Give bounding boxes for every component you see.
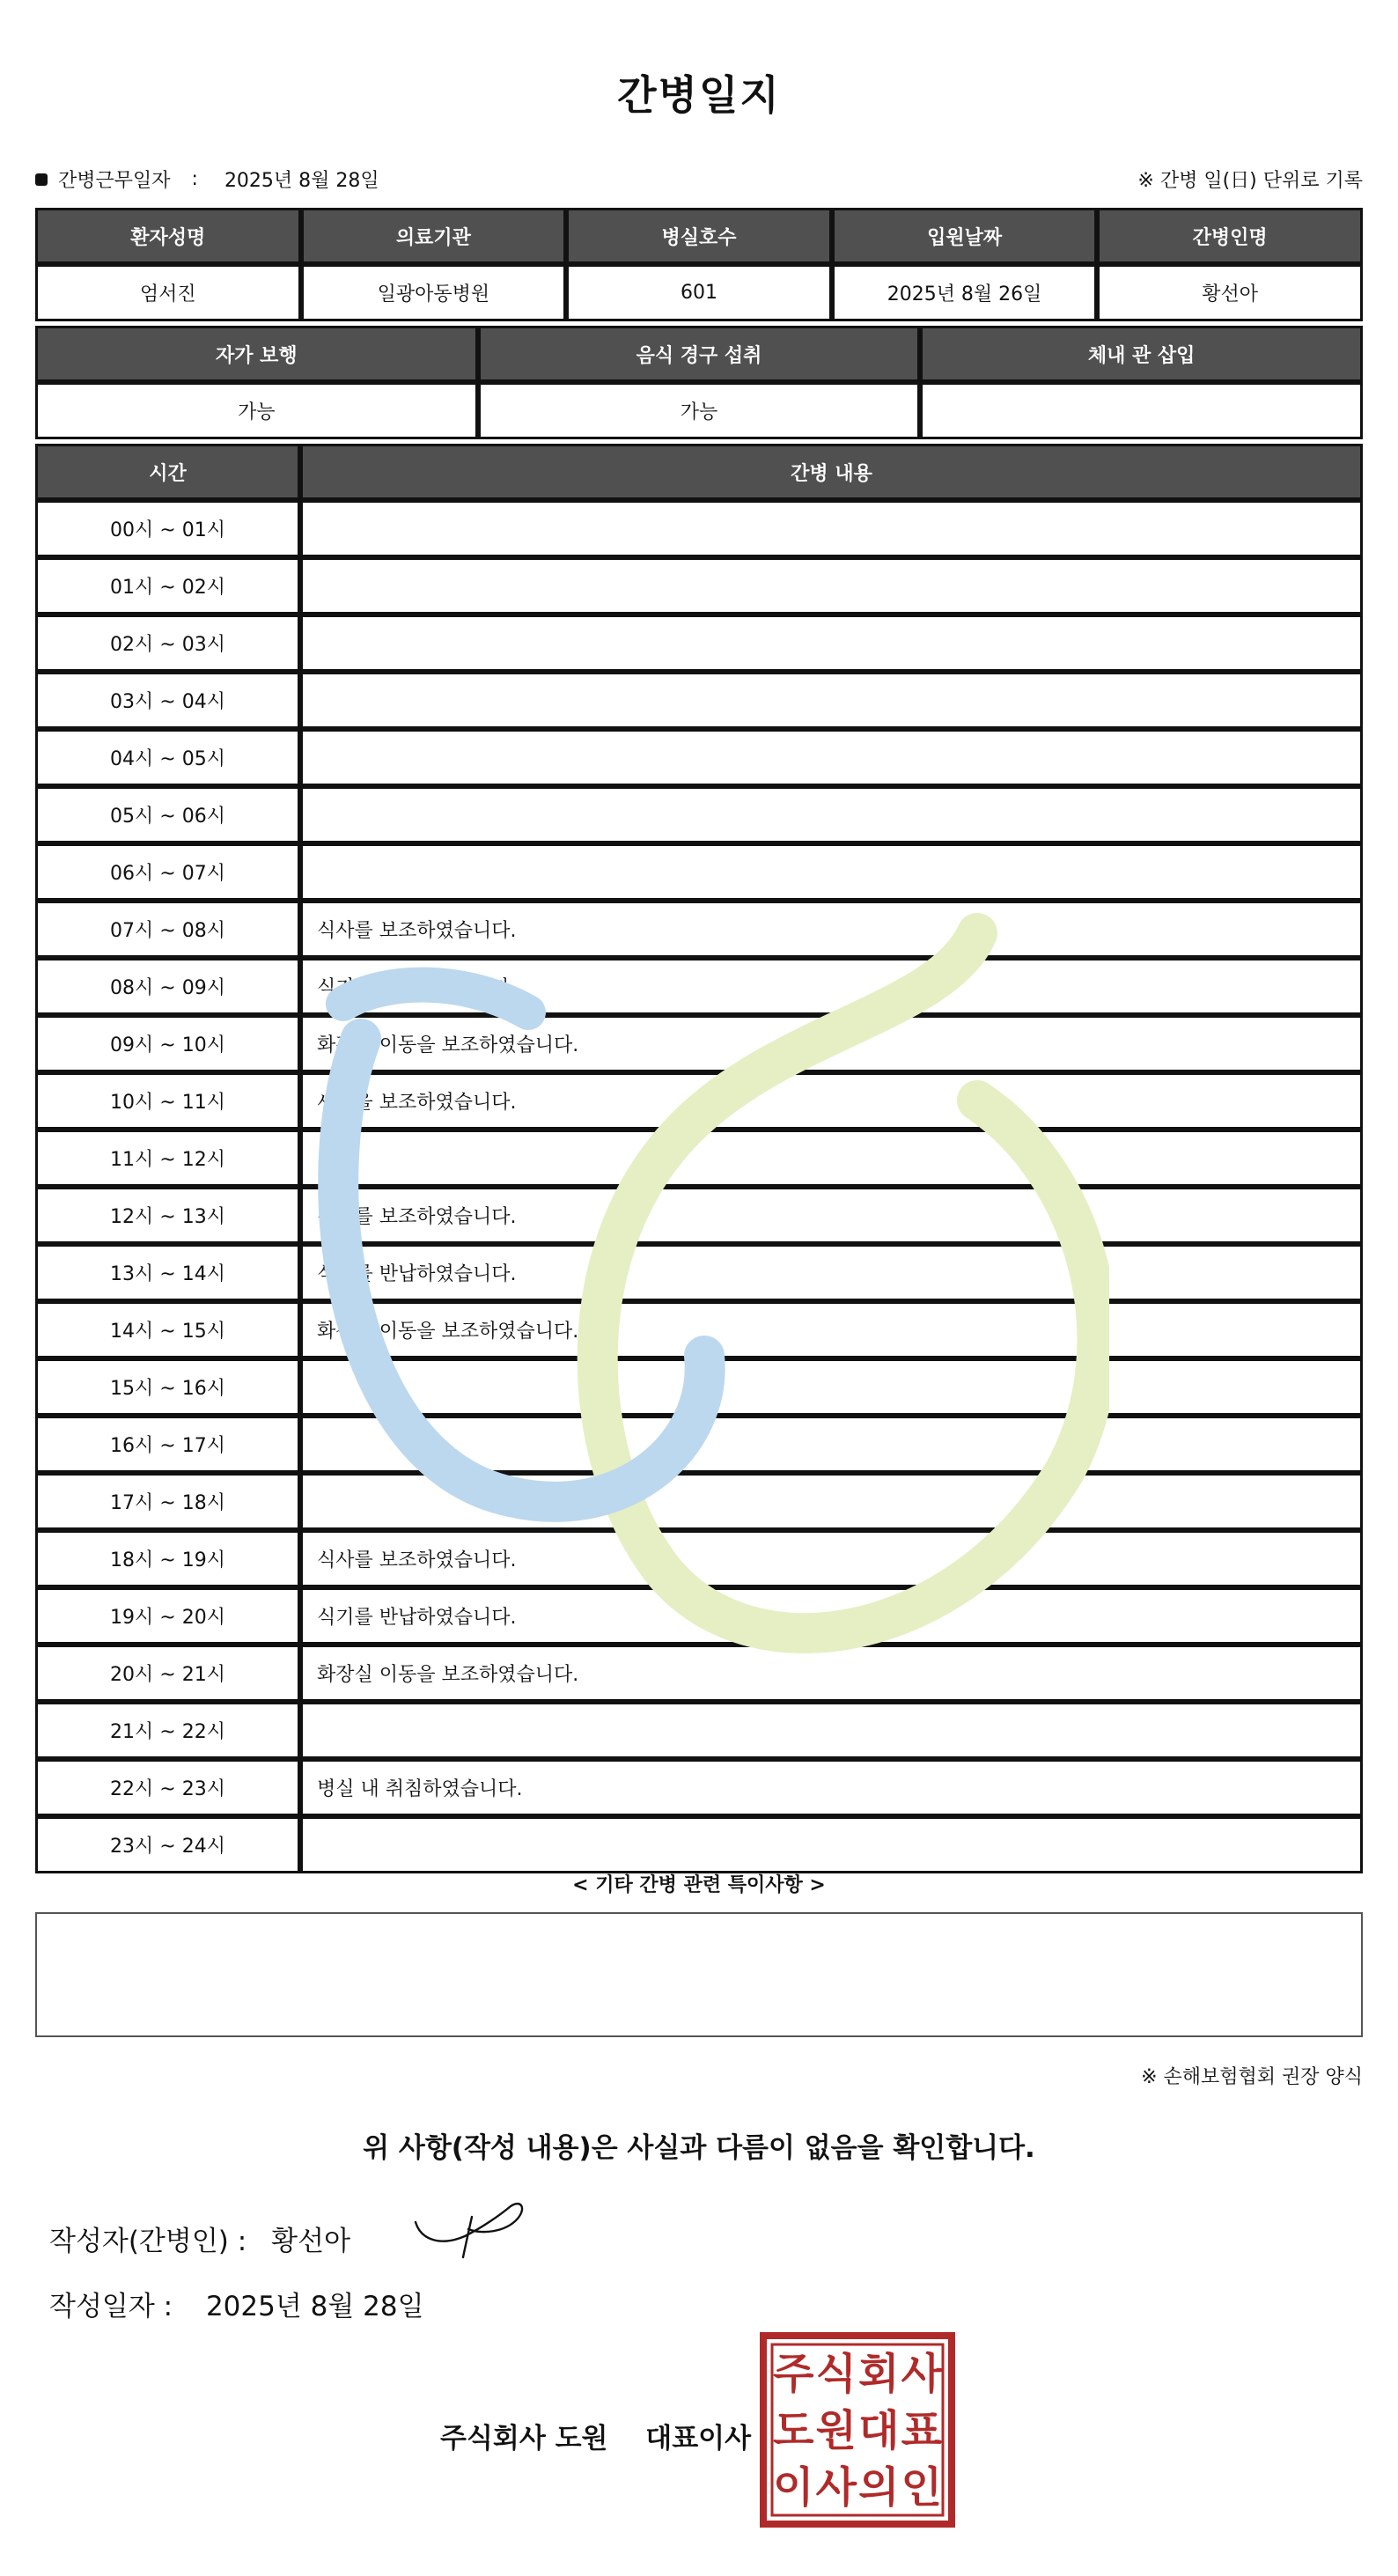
writer-label: 작성자(간병인) : bbox=[49, 2226, 247, 2257]
log-content-cell: 식사를 보조하였습니다. bbox=[300, 1187, 1363, 1244]
header-tube-insertion: 체내 관 삽입 bbox=[920, 326, 1363, 382]
bullet-icon bbox=[35, 173, 48, 186]
patient-name: 엄서진 bbox=[35, 264, 301, 321]
seal-character: 회 bbox=[858, 2349, 900, 2399]
log-content-cell bbox=[300, 843, 1363, 901]
log-time-cell: 00시 ~ 01시 bbox=[35, 500, 300, 557]
table-row bbox=[35, 672, 1363, 729]
seal-character: 이 bbox=[773, 2462, 814, 2513]
seal-character: 대 bbox=[858, 2406, 900, 2455]
log-content-cell: 병실 내 취침하였습니다. bbox=[300, 1759, 1363, 1816]
log-content-cell bbox=[300, 1816, 1363, 1873]
company-ceo-title: 대표이사 bbox=[645, 2423, 752, 2455]
table-row bbox=[35, 1187, 1363, 1244]
log-content-cell bbox=[300, 1702, 1363, 1759]
log-content-cell bbox=[300, 500, 1363, 557]
header-institution: 의료기관 bbox=[301, 208, 567, 264]
log-time-cell: 19시 ~ 20시 bbox=[35, 1587, 300, 1645]
log-time-cell: 08시 ~ 09시 bbox=[35, 958, 300, 1015]
signature-image bbox=[414, 2197, 528, 2259]
table-row bbox=[35, 615, 1363, 672]
caregiver-name: 황선아 bbox=[1097, 264, 1363, 321]
log-time-cell: 18시 ~ 19시 bbox=[35, 1530, 300, 1587]
log-time-cell: 01시 ~ 02시 bbox=[35, 557, 300, 615]
header-patient-name: 환자성명 bbox=[35, 208, 301, 264]
company-line bbox=[440, 2416, 751, 2455]
table-row bbox=[35, 1587, 1363, 1645]
log-time-cell: 22시 ~ 23시 bbox=[35, 1759, 300, 1816]
log-time-cell: 17시 ~ 18시 bbox=[35, 1473, 300, 1530]
table-row bbox=[35, 843, 1363, 901]
log-time-cell: 13시 ~ 14시 bbox=[35, 1244, 300, 1301]
writer-name: 황선아 bbox=[271, 2226, 351, 2257]
admission-date: 2025년 8월 26일 bbox=[832, 264, 1098, 321]
log-content-cell: 화장실 이동을 보조하였습니다. bbox=[300, 1015, 1363, 1072]
table-row bbox=[35, 958, 1363, 1015]
seal-character: 사 bbox=[815, 2462, 857, 2513]
log-time-cell: 04시 ~ 05시 bbox=[35, 729, 300, 786]
header-care-content: 간병 내용 bbox=[300, 444, 1363, 500]
log-time-cell: 06시 ~ 07시 bbox=[35, 843, 300, 901]
log-time-cell: 23시 ~ 24시 bbox=[35, 1816, 300, 1873]
work-date-value: 2025년 8월 28일 bbox=[224, 170, 379, 192]
table-row bbox=[35, 1130, 1363, 1187]
seal-character: 사 bbox=[901, 2349, 942, 2399]
seal-character: 인 bbox=[901, 2462, 942, 2513]
header-self-walking: 자가 보행 bbox=[35, 326, 478, 382]
work-date-separator: : bbox=[191, 168, 198, 190]
header-oral-intake: 음식 경구 섭취 bbox=[478, 326, 921, 382]
log-time-cell: 02시 ~ 03시 bbox=[35, 615, 300, 672]
header-time: 시간 bbox=[35, 444, 300, 500]
seal-character: 주 bbox=[773, 2349, 814, 2399]
log-content-cell: 식사를 보조하였습니다. bbox=[300, 1530, 1363, 1587]
log-time-cell: 09시 ~ 10시 bbox=[35, 1015, 300, 1072]
log-time-cell: 03시 ~ 04시 bbox=[35, 672, 300, 729]
tube-insertion-value bbox=[920, 382, 1363, 439]
company-name: 주식회사 도원 bbox=[440, 2423, 608, 2455]
work-date-label: 간병근무일자 bbox=[58, 170, 171, 192]
log-time-cell: 14시 ~ 15시 bbox=[35, 1301, 300, 1358]
table-row bbox=[35, 786, 1363, 843]
log-time-cell: 11시 ~ 12시 bbox=[35, 1130, 300, 1187]
seal-character: 표 bbox=[901, 2406, 942, 2455]
table-row bbox=[35, 1244, 1363, 1301]
seal-character: 도 bbox=[773, 2406, 814, 2455]
table-row bbox=[35, 500, 1363, 557]
written-date-line bbox=[49, 2284, 424, 2323]
log-content-cell: 식기를 반납하였습니다. bbox=[300, 958, 1363, 1015]
writer-line bbox=[49, 2219, 350, 2258]
table-row bbox=[35, 1759, 1363, 1816]
log-content-cell: 세면을 보조하였습니다. bbox=[300, 1072, 1363, 1130]
self-walking-value: 가능 bbox=[35, 382, 478, 439]
log-content-cell bbox=[300, 615, 1363, 672]
log-time-cell: 05시 ~ 06시 bbox=[35, 786, 300, 843]
log-time-cell: 21시 ~ 22시 bbox=[35, 1702, 300, 1759]
care-log-table bbox=[35, 444, 1363, 1873]
confirmation-statement: 위 사항(작성 내용)은 사실과 다름이 없음을 확인합니다. bbox=[363, 2132, 1035, 2164]
log-content-cell: 식기를 반납하였습니다. bbox=[300, 1244, 1363, 1301]
log-content-cell bbox=[300, 672, 1363, 729]
log-content-cell bbox=[300, 557, 1363, 615]
table-row bbox=[35, 1072, 1363, 1130]
log-content-cell bbox=[300, 1130, 1363, 1187]
log-time-cell: 20시 ~ 21시 bbox=[35, 1645, 300, 1702]
log-content-cell: 화장실 이동을 보조하였습니다. bbox=[300, 1645, 1363, 1702]
written-date-label: 작성일자 : bbox=[49, 2291, 173, 2322]
log-content-cell bbox=[300, 1416, 1363, 1473]
remarks-title: < 기타 간병 관련 특이사항 > bbox=[572, 1874, 826, 1896]
written-date-value: 2025년 8월 28일 bbox=[205, 2291, 424, 2322]
table-row bbox=[35, 1702, 1363, 1759]
seal-character: 의 bbox=[858, 2462, 900, 2513]
table-row bbox=[35, 1816, 1363, 1873]
log-content-cell bbox=[300, 1358, 1363, 1416]
log-time-cell: 10시 ~ 11시 bbox=[35, 1072, 300, 1130]
table-row bbox=[35, 901, 1363, 958]
log-content-cell: 화장실 이동을 보조하였습니다. bbox=[300, 1301, 1363, 1358]
work-date bbox=[35, 166, 379, 193]
form-note: ※ 손해보험협회 권장 양식 bbox=[1141, 2066, 1363, 2088]
log-time-cell: 12시 ~ 13시 bbox=[35, 1187, 300, 1244]
log-time-cell: 15시 ~ 16시 bbox=[35, 1358, 300, 1416]
log-content-cell: 식기를 반납하였습니다. bbox=[300, 1587, 1363, 1645]
table-row bbox=[35, 1301, 1363, 1358]
header-admission-date: 입원날짜 bbox=[832, 208, 1098, 264]
log-content-cell: 식사를 보조하였습니다. bbox=[300, 901, 1363, 958]
oral-intake-value: 가능 bbox=[478, 382, 921, 439]
patient-info-table bbox=[35, 208, 1363, 321]
table-row bbox=[35, 1358, 1363, 1416]
log-content-cell bbox=[300, 729, 1363, 786]
table-row bbox=[35, 557, 1363, 615]
log-content-cell bbox=[300, 1473, 1363, 1530]
log-time-cell: 16시 ~ 17시 bbox=[35, 1416, 300, 1473]
header-caregiver: 간병인명 bbox=[1097, 208, 1363, 264]
table-row bbox=[35, 1015, 1363, 1072]
table-row bbox=[35, 729, 1363, 786]
record-note: ※ 간병 일(日) 단위로 기록 bbox=[1137, 170, 1363, 192]
table-row bbox=[35, 1530, 1363, 1587]
company-seal-stamp bbox=[759, 2331, 956, 2528]
page-title: 간병일지 bbox=[617, 71, 781, 119]
table-row bbox=[35, 1473, 1363, 1530]
seal-characters bbox=[773, 2349, 943, 2512]
room-number: 601 bbox=[566, 264, 832, 321]
table-row bbox=[35, 1416, 1363, 1473]
log-content-cell bbox=[300, 786, 1363, 843]
header-room: 병실호수 bbox=[566, 208, 832, 264]
institution: 일광아동병원 bbox=[301, 264, 567, 321]
status-table bbox=[35, 326, 1363, 439]
remarks-box bbox=[35, 1912, 1363, 2037]
seal-character: 식 bbox=[815, 2349, 857, 2399]
log-time-cell: 07시 ~ 08시 bbox=[35, 901, 300, 958]
seal-character: 원 bbox=[815, 2406, 857, 2455]
table-row bbox=[35, 1645, 1363, 1702]
